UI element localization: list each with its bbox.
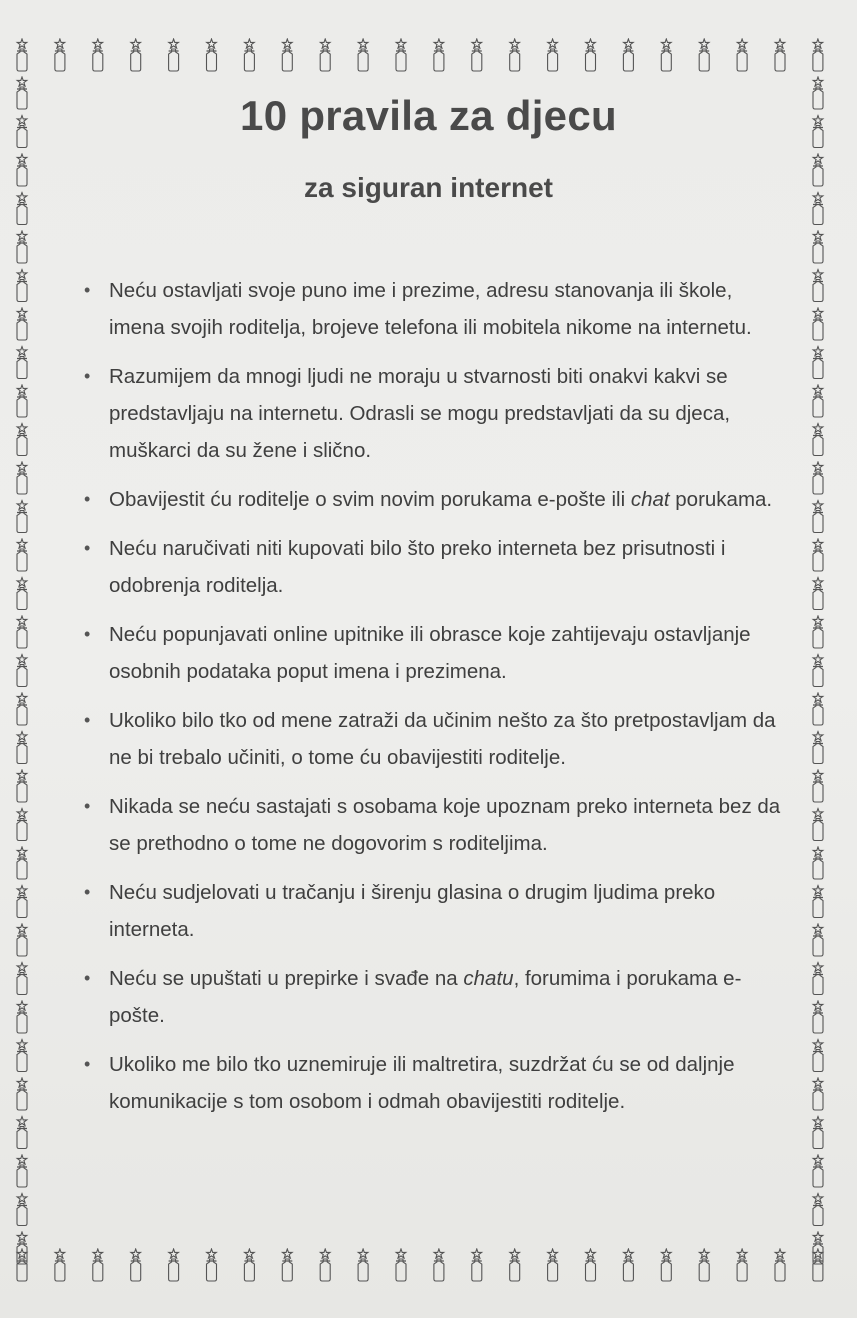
rule-item xyxy=(78,788,790,862)
jar-star-icon xyxy=(434,1249,444,1281)
jar-star-icon xyxy=(510,39,520,71)
jar-star-icon xyxy=(93,39,103,71)
jar-star-icon xyxy=(813,385,823,417)
jar-star-icon xyxy=(396,1249,406,1281)
bullet-dot-icon: • xyxy=(84,489,91,509)
jar-star-icon xyxy=(775,39,785,71)
jar-star-icon xyxy=(813,539,823,571)
jar-star-icon xyxy=(282,1249,292,1281)
rules-list xyxy=(78,272,790,1132)
jar-star-icon xyxy=(813,1078,823,1110)
jar-star-icon xyxy=(17,385,27,417)
jar-star-icon xyxy=(17,501,27,533)
jar-star-icon xyxy=(813,1249,823,1281)
rule-item xyxy=(78,1046,790,1120)
rule-text: Neću se upuštati u prepirke i svađe na xyxy=(109,967,464,990)
rule-text: Ukoliko bilo tko od mene zatraži da učinim nešto za što pretpostavljam da ne bi trebalo učiniti, o tome ću obavijestiti roditelje. xyxy=(109,709,776,769)
jar-star-icon xyxy=(244,39,254,71)
jar-star-icon xyxy=(17,924,27,956)
rule-item xyxy=(78,481,790,518)
jar-star-icon xyxy=(320,39,330,71)
jar-star-icon xyxy=(320,1249,330,1281)
jar-star-icon xyxy=(813,809,823,841)
bullet-dot-icon: • xyxy=(84,366,91,386)
jar-star-icon xyxy=(586,39,596,71)
jar-star-icon xyxy=(17,539,27,571)
jar-star-icon xyxy=(17,1078,27,1110)
jar-star-icon xyxy=(396,39,406,71)
jar-star-icon xyxy=(55,1249,65,1281)
jar-star-icon xyxy=(813,462,823,494)
jar-star-icon xyxy=(17,693,27,725)
rule-text: Neću popunjavati online upitnike ili obrasce koje zahtijevaju ostavljanje osobnih podataka poput imena i prezimena. xyxy=(109,623,751,683)
jar-star-icon xyxy=(17,886,27,918)
rule-item xyxy=(78,358,790,469)
rule-text: Neću naručivati niti kupovati bilo što preko interneta bez prisutnosti i odobrenja roditelja. xyxy=(109,537,726,597)
jar-star-icon xyxy=(17,809,27,841)
jar-star-icon xyxy=(548,1249,558,1281)
rule-item xyxy=(78,272,790,346)
jar-star-icon xyxy=(813,1040,823,1072)
rule-item xyxy=(78,616,790,690)
bullet-dot-icon: • xyxy=(84,538,91,558)
jar-star-icon xyxy=(472,39,482,71)
jar-star-icon xyxy=(813,1155,823,1187)
jar-star-icon xyxy=(548,39,558,71)
bullet-dot-icon: • xyxy=(84,280,91,300)
jar-star-icon xyxy=(586,1249,596,1281)
bullet-dot-icon: • xyxy=(84,882,91,902)
jar-star-icon xyxy=(813,1117,823,1149)
jar-star-icon xyxy=(813,308,823,340)
jar-star-icon xyxy=(813,347,823,379)
jar-star-icon xyxy=(813,770,823,802)
jar-star-icon xyxy=(813,39,823,71)
jar-star-icon xyxy=(17,462,27,494)
jar-star-icon xyxy=(661,1249,671,1281)
jar-star-icon xyxy=(358,1249,368,1281)
rule-text: Neću ostavljati svoje puno ime i prezime, adresu stanovanja ili škole, imena svojih roditelja, brojeve telefona ili mobitela nikome na internetu. xyxy=(109,279,752,339)
rule-text: , forumima i porukama e-pošte. xyxy=(109,967,742,1027)
rule-text: Razumijem da mnogi ljudi ne moraju u stvarnosti biti onakvi kakvi se predstavljaju na internetu. Odrasli se mogu predstavljati da su djeca, muškarci da su žene i slično. xyxy=(109,365,731,462)
jar-star-icon xyxy=(699,1249,709,1281)
jar-star-icon xyxy=(623,39,633,71)
jar-star-icon xyxy=(813,616,823,648)
jar-star-icon xyxy=(17,616,27,648)
jar-star-icon xyxy=(813,693,823,725)
jar-star-icon xyxy=(813,501,823,533)
jar-star-icon xyxy=(17,231,27,263)
jar-star-icon xyxy=(737,39,747,71)
jar-star-icon xyxy=(813,655,823,687)
jar-star-icon xyxy=(358,39,368,71)
rule-text-italic: chatu xyxy=(463,967,514,990)
jar-star-icon xyxy=(17,347,27,379)
jar-star-icon xyxy=(813,886,823,918)
jar-star-icon xyxy=(131,39,141,71)
rule-text-italic: chat xyxy=(630,488,670,511)
rule-text: porukama. xyxy=(669,488,773,511)
rule-item xyxy=(78,874,790,948)
jar-star-icon xyxy=(17,1040,27,1072)
jar-star-icon xyxy=(813,424,823,456)
jar-star-icon xyxy=(813,270,823,302)
rule-text: Neću sudjelovati u tračanju i širenju glasina o drugim ljudima preko interneta. xyxy=(109,881,716,941)
jar-star-icon xyxy=(17,1001,27,1033)
jar-star-icon xyxy=(434,39,444,71)
page-subtitle: za siguran internet xyxy=(304,172,553,203)
jar-star-icon xyxy=(169,39,179,71)
jar-star-icon xyxy=(510,1249,520,1281)
jar-star-icon xyxy=(17,1232,27,1264)
jar-star-icon xyxy=(17,1194,27,1226)
jar-star-icon xyxy=(244,1249,254,1281)
rule-text: Ukoliko me bilo tko uznemiruje ili maltretira, suzdržat ću se od daljnje komunikacije s tom osobom i odmah obavijestiti roditelje. xyxy=(109,1053,735,1113)
jar-star-icon xyxy=(472,1249,482,1281)
jar-star-icon xyxy=(17,770,27,802)
jar-star-icon xyxy=(737,1249,747,1281)
jar-star-icon xyxy=(17,270,27,302)
rule-text: Obavijestit ću roditelje o svim novim porukama e-pošte ili xyxy=(109,488,631,511)
jar-star-icon xyxy=(17,424,27,456)
jar-star-icon xyxy=(17,308,27,340)
jar-star-icon xyxy=(17,1117,27,1149)
jar-star-icon xyxy=(17,655,27,687)
jar-star-icon xyxy=(131,1249,141,1281)
bullet-dot-icon: • xyxy=(84,968,91,988)
jar-star-icon xyxy=(169,1249,179,1281)
jar-star-icon xyxy=(661,39,671,71)
jar-star-icon xyxy=(775,1249,785,1281)
jar-star-icon xyxy=(17,1249,27,1281)
bullet-dot-icon: • xyxy=(84,796,91,816)
jar-star-icon xyxy=(17,39,27,71)
rule-item xyxy=(78,530,790,604)
jar-star-icon xyxy=(813,963,823,995)
jar-star-icon xyxy=(699,39,709,71)
bullet-dot-icon: • xyxy=(84,1054,91,1074)
jar-star-icon xyxy=(813,1001,823,1033)
rule-text: Nikada se neću sastajati s osobama koje upoznam preko interneta bez da se prethodno o tome ne dogovorim s roditeljima. xyxy=(109,795,781,855)
jar-star-icon xyxy=(813,1194,823,1226)
bullet-dot-icon: • xyxy=(84,624,91,644)
bullet-dot-icon: • xyxy=(84,710,91,730)
jar-star-icon xyxy=(813,578,823,610)
page-title: 10 pravila za djecu xyxy=(240,92,617,139)
jar-star-icon xyxy=(282,39,292,71)
jar-star-icon xyxy=(813,231,823,263)
jar-star-icon xyxy=(17,732,27,764)
jar-star-icon xyxy=(17,963,27,995)
jar-star-icon xyxy=(207,1249,217,1281)
rule-item xyxy=(78,702,790,776)
jar-star-icon xyxy=(17,1155,27,1187)
jar-star-icon xyxy=(55,39,65,71)
jar-star-icon xyxy=(813,847,823,879)
jar-star-icon xyxy=(813,732,823,764)
jar-star-icon xyxy=(93,1249,103,1281)
jar-star-icon xyxy=(813,924,823,956)
rule-item xyxy=(78,960,790,1034)
jar-star-icon xyxy=(17,578,27,610)
jar-star-icon xyxy=(207,39,217,71)
jar-star-icon xyxy=(813,1232,823,1264)
jar-star-icon xyxy=(623,1249,633,1281)
jar-star-icon xyxy=(17,847,27,879)
